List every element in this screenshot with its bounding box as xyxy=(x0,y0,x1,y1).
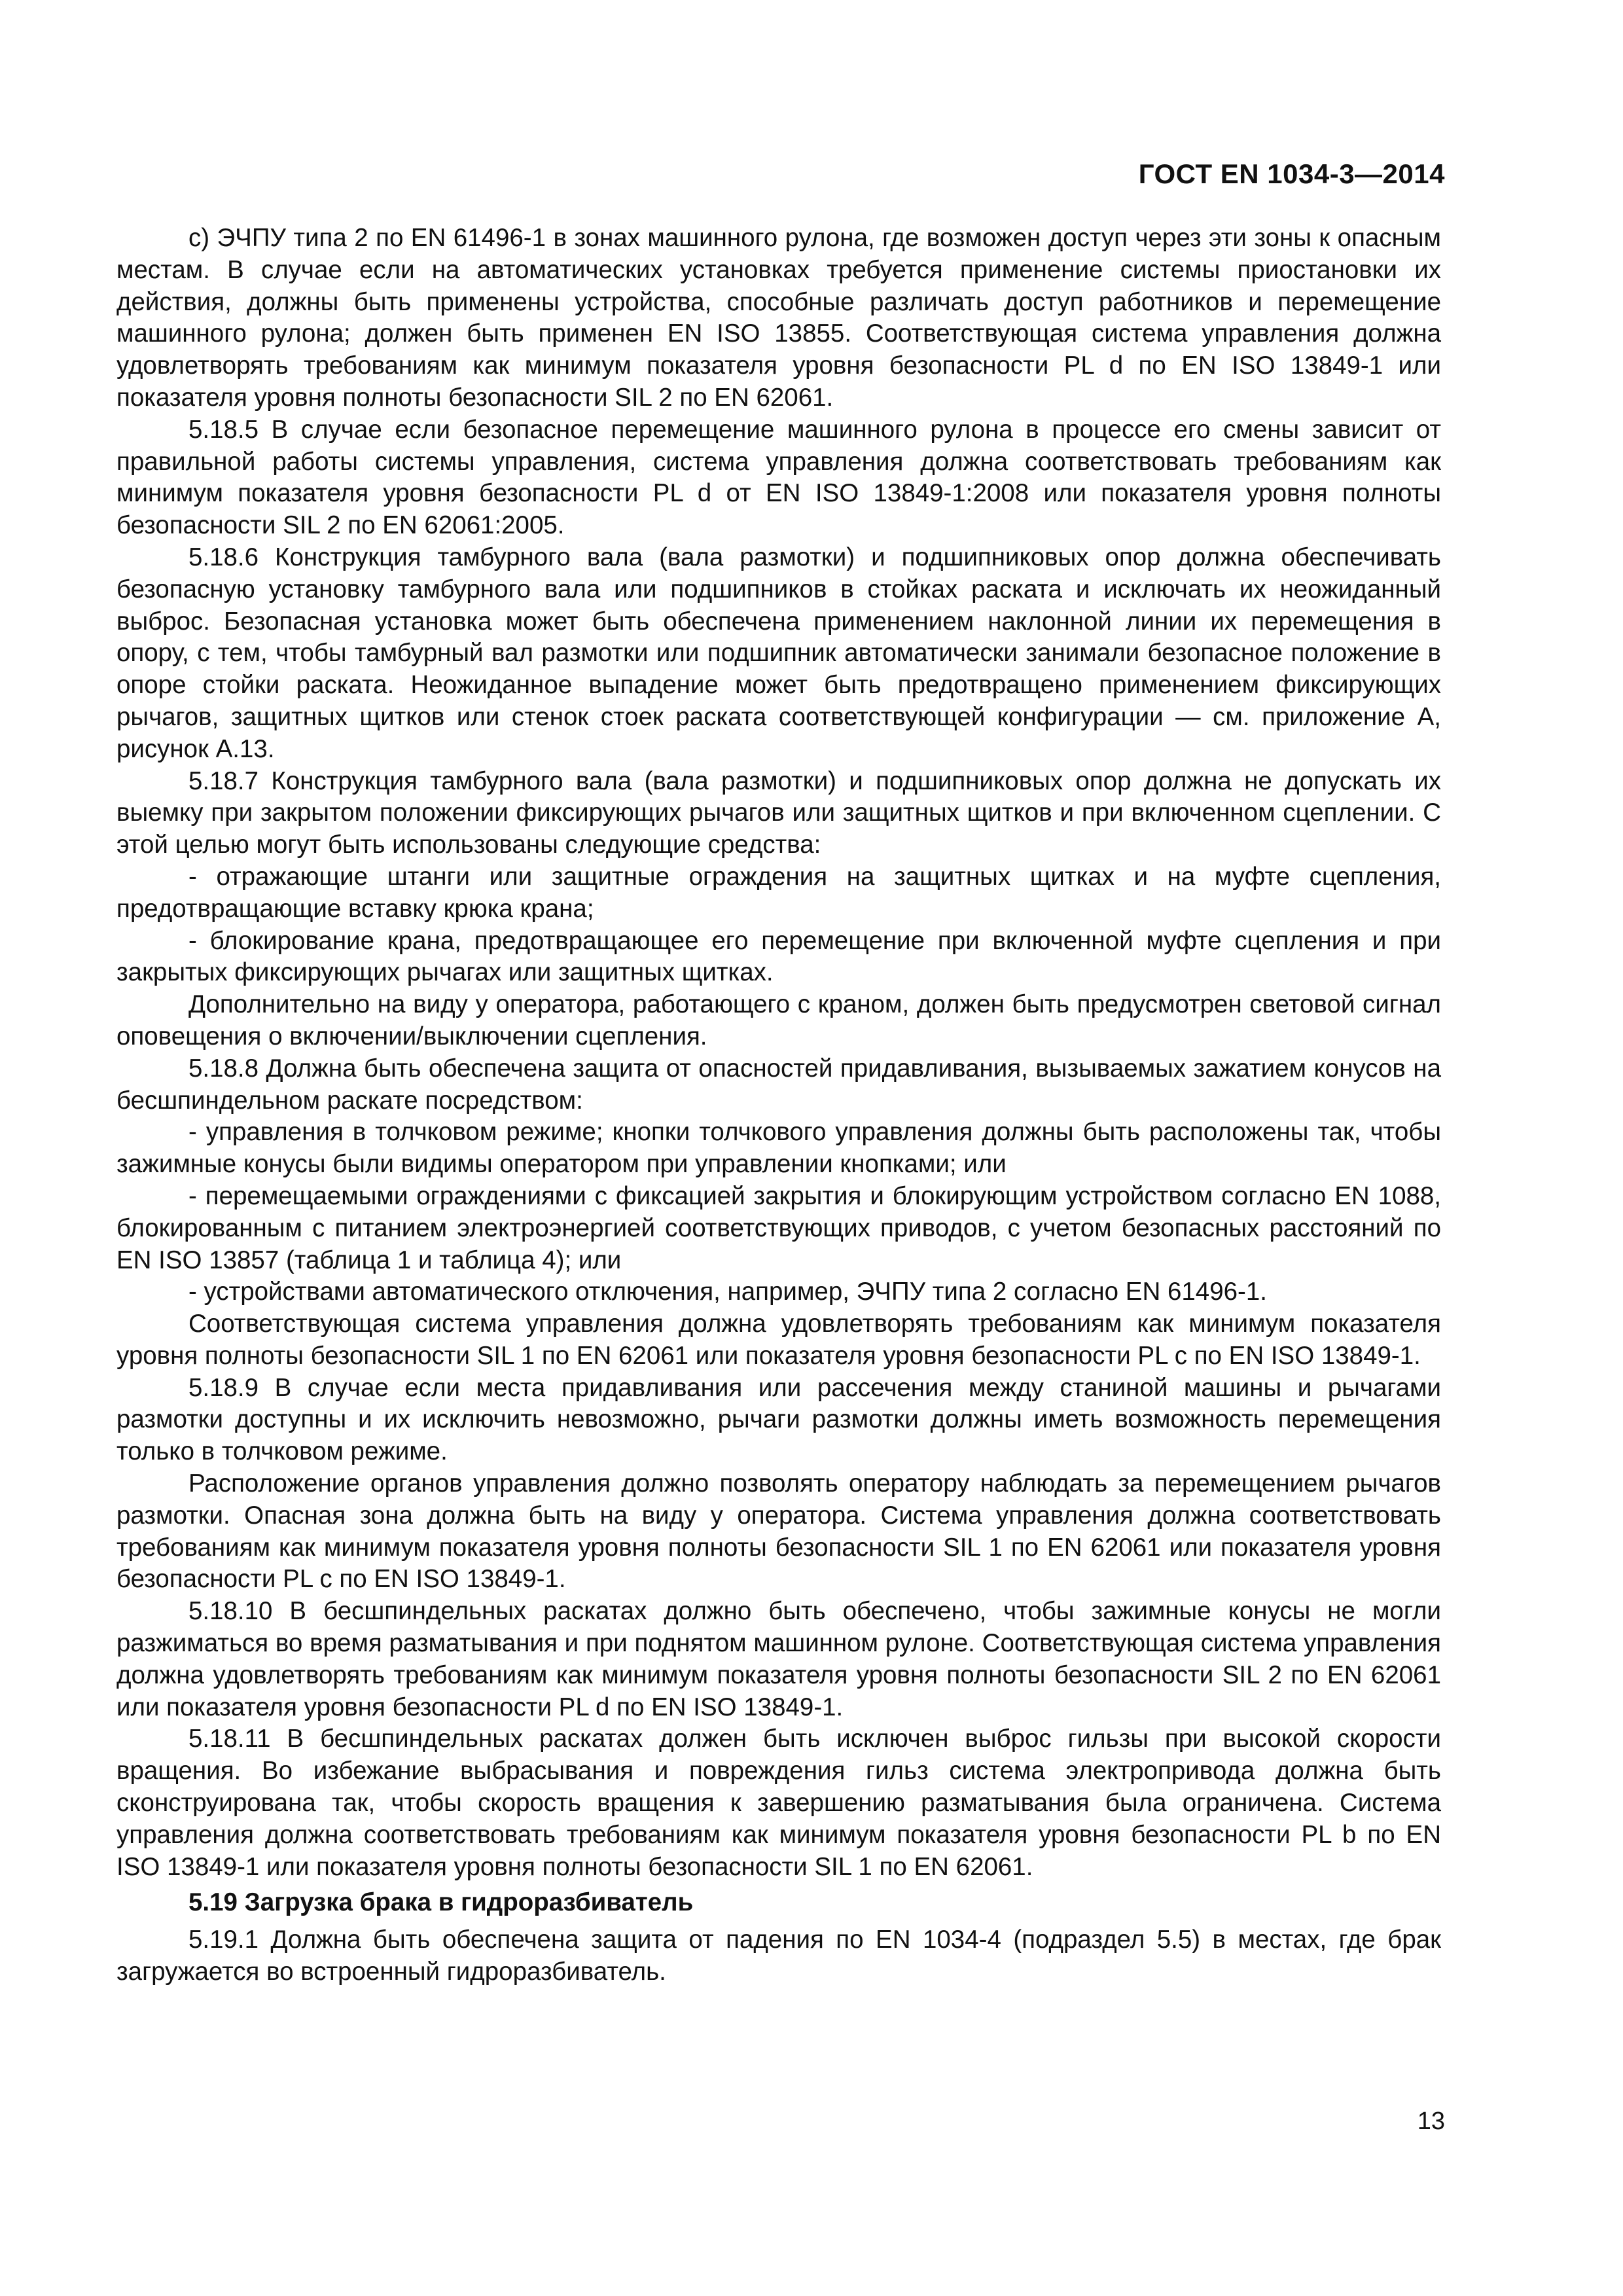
paragraph: 5.18.6 Конструкция тамбурного вала (вала размотки) и подшипниковых опор должна обеспечивать безопасную установку тамбурного вала или подшипников в стойках раската и исключать их неожиданный выброс. Безопасная установка может быть обеспечена применением наклонной линии их перемещения в опору, с тем, чтобы тамбурный вал размотки или подшипник автоматически занимали безопасное положение в опоре стойки раската. Неожиданное выпадение может быть предотвращено применением фиксирующих рычагов, защитных щитков или стенок стоек раската соответствующей конфигурации — см. приложение А, рисунок А.13. xyxy=(116,543,1441,763)
paragraph: 5.18.9 В случае если места придавливания или рассечения между станиной машины и рычагами размотки доступны и их исключить невозможно, рычаги размотки должны иметь возможность перемещения только в толчковом режиме. xyxy=(116,1373,1441,1466)
list-item: - отражающие штанги или защитные ограждения на защитных щитках и на муфте сцепления, предотвращающие вставку крюка крана; xyxy=(116,862,1441,923)
section-heading: 5.19 Загрузка брака в гидроразбиватель xyxy=(188,1888,694,1917)
paragraph: 5.18.10 В бесшпиндельных раскатах должно быть обеспечено, чтобы зажимные конусы не могли разжиматься во время разматывания и при поднятом машинном рулоне. Соответствующая система управления должна удовлетворять требованиям как минимум показателя уровня полноты безопасности SIL 2 по EN 62061 или показателя уровня безопасности PL d по EN ISO 13849-1. xyxy=(116,1597,1441,1721)
document-body xyxy=(116,223,1441,1988)
paragraph: 5.18.8 Должна быть обеспечена защита от опасностей придавливания, вызываемых зажатием конусов на бесшпиндельном раскате посредством: xyxy=(116,1054,1441,1115)
paragraph: 5.18.7 Конструкция тамбурного вала (вала размотки) и подшипниковых опор должна не допускать их выемку при закрытом положении фиксирующих рычагов или защитных щитков и при включенном сцеплении. С этой целью могут быть использованы следующие средства: xyxy=(116,766,1441,859)
list-item: - перемещаемыми ограждениями с фиксацией закрытия и блокирующим устройством согласно EN 1088, блокированным с питанием электроэнергией соответствующих приводов, с учетом безопасных расстояний по EN ISO 13857 (таблица 1 и таблица 4); или xyxy=(116,1181,1441,1274)
page-number: 13 xyxy=(1417,2108,1445,2135)
standard-code: ГОСТ EN 1034-3—2014 xyxy=(1138,158,1445,189)
list-item: - управления в толчковом режиме; кнопки толчкового управления должны быть расположены так, чтобы зажимные конусы были видимы оператором при управлении кнопками; или xyxy=(116,1118,1441,1179)
paragraph: 5.18.5 В случае если безопасное перемещение машинного рулона в процессе его смены зависит от правильной работы системы управления, система управления должна соответствовать требованиям как минимум показателя уровня безопасности PL d от EN ISO 13849-1:2008 или показателя уровня полноты безопасности SIL 2 по EN 62061:2005. xyxy=(116,415,1441,540)
paragraph: Соответствующая система управления должна удовлетворять требованиям как минимум показателя уровня полноты безопасности SIL 1 по EN 62061 или показателя уровня безопасности PL c по EN ISO 13849-1. xyxy=(116,1310,1441,1370)
paragraph: 5.19.1 Должна быть обеспечена защита от падения по EN 1034-4 (подраздел 5.5) в местах, где брак загружается во встроенный гидроразбиватель. xyxy=(116,1926,1441,1986)
list-item: - блокирование крана, предотвращающее его перемещение при включенной муфте сцепления и при закрытых фиксирующих рычагах или защитных щитках. xyxy=(116,926,1441,987)
paragraph: 5.18.11 В бесшпиндельных раскатах должен быть исключен выброс гильзы при высокой скорости вращения. Во избежание выбрасывания и повреждения гильз система электропривода должна быть сконструирована так, чтобы скорость вращения к завершению разматывания была ограничена. Система управления должна соответствовать требованиям как минимум показателя уровня безопасности PL b по EN ISO 13849-1 или показателя уровня полноты безопасности SIL 1 по EN 62061. xyxy=(116,1725,1441,1881)
list-item: - устройствами автоматического отключения, например, ЭЧПУ типа 2 согласно EN 61496-1. xyxy=(188,1278,1267,1306)
paragraph: Дополнительно на виду у оператора, работающего с краном, должен быть предусмотрен световой сигнал оповещения о включении/выключении сцепления. xyxy=(116,990,1441,1050)
paragraph: с) ЭЧПУ типа 2 по EN 61496-1 в зонах машинного рулона, где возможен доступ через эти зоны к опасным местам. В случае если на автоматических установках требуется применение системы приостановки их действия, должны быть применены устройства, способные различать доступ работников и перемещение машинного рулона; должен быть применен EN ISO 13855. Соответствующая система управления должна удовлетворять требованиям как минимум показателя уровня безопасности PL d по EN ISO 13849-1 или показателя уровня полноты безопасности SIL 2 по EN 62061. xyxy=(116,224,1441,412)
paragraph: Расположение органов управления должно позволять оператору наблюдать за перемещением рычагов размотки. Опасная зона должна быть на виду у оператора. Система управления должна соответствовать требованиям как минимум показателя уровня полноты безопасности SIL 1 по EN 62061 или показателя уровня безопасности PL c по EN ISO 13849-1. xyxy=(116,1469,1441,1594)
